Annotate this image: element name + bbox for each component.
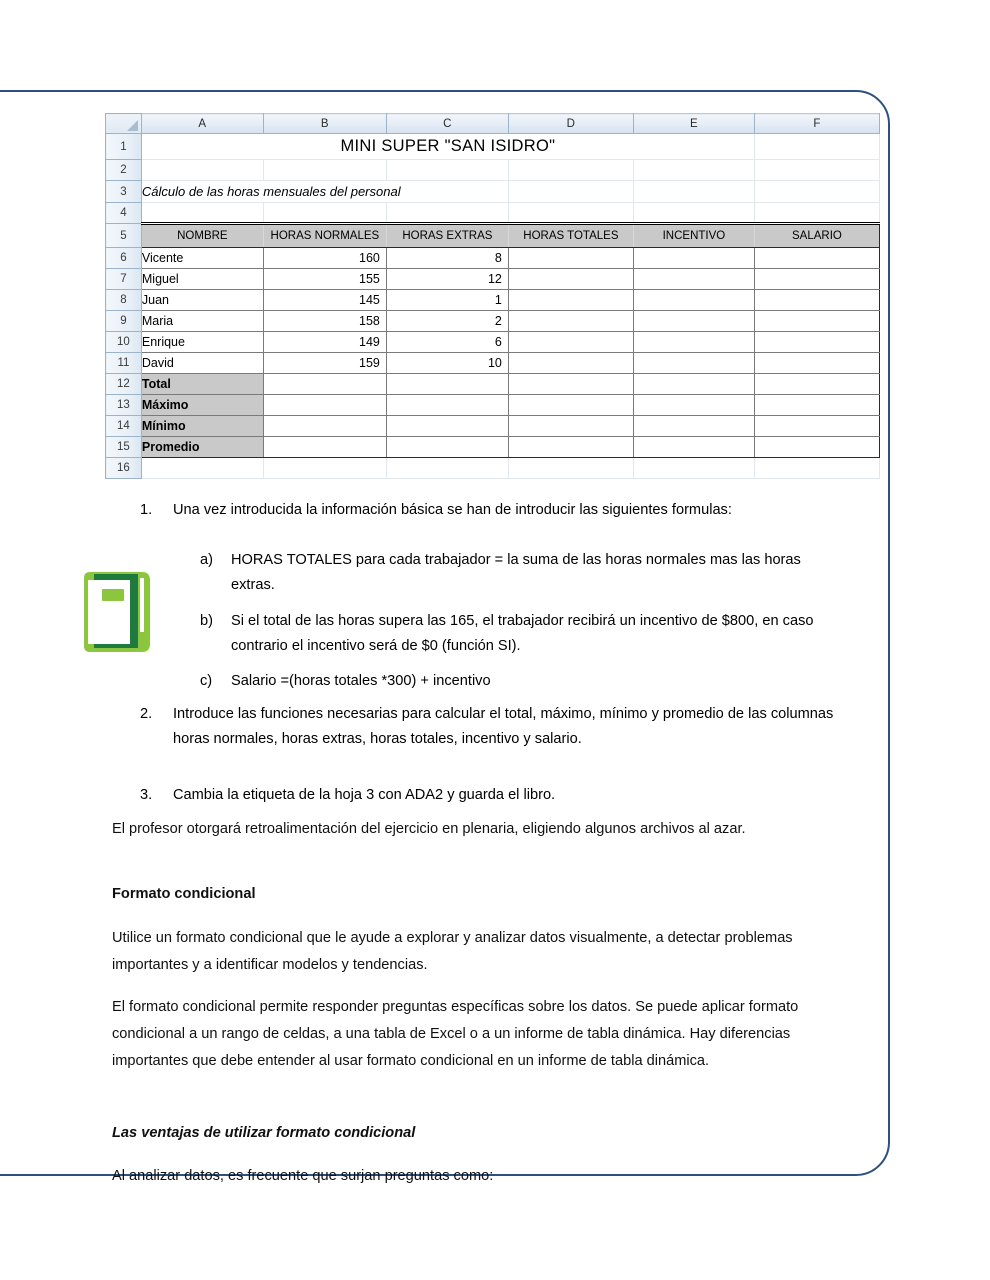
sheet-cell-b16[interactable] — [263, 458, 386, 479]
cell-horas-totales[interactable] — [508, 290, 633, 311]
sheet-cell-d3[interactable] — [508, 181, 633, 203]
cell-nombre[interactable]: Juan — [141, 290, 263, 311]
row-header-8[interactable]: 8 — [106, 290, 142, 311]
sheet-cell-d4[interactable] — [508, 203, 633, 224]
paragraph-feedback: El profesor otorgará retroalimentación del ejercicio en plenaria, eligiendo algunos archivos al azar. — [112, 821, 746, 837]
sheet-cell-e3[interactable] — [633, 181, 754, 203]
sheet-cell-f4[interactable] — [754, 203, 879, 224]
summary-total-horas-normales[interactable] — [263, 374, 386, 395]
summary-label-total[interactable]: Total — [141, 374, 263, 395]
cell-nombre[interactable]: David — [141, 353, 263, 374]
row-header-5[interactable]: 5 — [106, 224, 142, 248]
paragraph-al-analizar: Al analizar datos, es frecuente que surjan preguntas como: — [112, 1168, 494, 1184]
sheet-cell-a2[interactable] — [141, 160, 263, 181]
summary-promedio-horas-extras[interactable] — [386, 437, 508, 458]
row-header-4[interactable]: 4 — [106, 203, 142, 224]
cell-horas-normales[interactable]: 145 — [263, 290, 386, 311]
summary-maximo-incentivo[interactable] — [633, 395, 754, 416]
table-row — [106, 353, 880, 374]
summary-promedio-horas-totales[interactable] — [508, 437, 633, 458]
row-header-11[interactable]: 11 — [106, 353, 142, 374]
item-1c-text: Salario =(horas totales *300) + incentivo — [231, 673, 491, 689]
cell-incentivo[interactable] — [633, 248, 754, 269]
sheet-row-4 — [106, 203, 880, 224]
cell-incentivo[interactable] — [633, 311, 754, 332]
select-all-corner[interactable] — [106, 114, 142, 134]
table-header-horas-extras[interactable]: HORAS EXTRAS — [386, 224, 508, 248]
sheet-cell-b4[interactable] — [263, 203, 386, 224]
row-header-3[interactable]: 3 — [106, 181, 142, 203]
sheet-cell-a4[interactable] — [141, 203, 263, 224]
cell-horas-totales[interactable] — [508, 311, 633, 332]
item-1b-marker: b) — [200, 613, 213, 629]
summary-total-incentivo[interactable] — [633, 374, 754, 395]
item-2-marker: 2. — [140, 706, 153, 722]
sheet-cell-f16[interactable] — [754, 458, 879, 479]
table-row — [106, 248, 880, 269]
item-3-text: Cambia la etiqueta de la hoja 3 con ADA2 y guarda el libro. — [173, 787, 556, 803]
cell-horas-extras[interactable]: 10 — [386, 353, 508, 374]
row-header-13[interactable]: 13 — [106, 395, 142, 416]
summary-total-horas-extras[interactable] — [386, 374, 508, 395]
row-header-16[interactable]: 16 — [106, 458, 142, 479]
cell-nombre[interactable]: Vicente — [141, 248, 263, 269]
sheet-row-3 — [106, 181, 880, 203]
item-2-text: Introduce las funciones necesarias para calcular el total, máximo, mínimo y promedio de las columnas horas normales, horas extras, horas totales, incentivo y salario. — [173, 706, 834, 747]
summary-label-promedio[interactable]: Promedio — [141, 437, 263, 458]
cell-horas-normales[interactable]: 149 — [263, 332, 386, 353]
table-header-incentivo[interactable]: INCENTIVO — [633, 224, 754, 248]
summary-maximo-horas-extras[interactable] — [386, 395, 508, 416]
row-header-9[interactable]: 9 — [106, 311, 142, 332]
sheet-row-16 — [106, 458, 880, 479]
summary-promedio-salario[interactable] — [754, 437, 879, 458]
cell-incentivo[interactable] — [633, 290, 754, 311]
summary-maximo-horas-normales[interactable] — [263, 395, 386, 416]
column-header-row — [106, 114, 880, 134]
sheet-cell-f1[interactable] — [754, 134, 879, 160]
summary-row-promedio — [106, 437, 880, 458]
cell-horas-extras[interactable]: 12 — [386, 269, 508, 290]
instruction-item-2 — [140, 702, 840, 752]
column-header-e[interactable]: E — [633, 114, 754, 134]
row-header-14[interactable]: 14 — [106, 416, 142, 437]
row-header-15[interactable]: 15 — [106, 437, 142, 458]
table-header-horas-normales[interactable]: HORAS NORMALES — [263, 224, 386, 248]
sheet-cell-a16[interactable] — [141, 458, 263, 479]
cell-horas-normales[interactable]: 160 — [263, 248, 386, 269]
table-row — [106, 269, 880, 290]
summary-minimo-incentivo[interactable] — [633, 416, 754, 437]
sheet-title-cell[interactable]: MINI SUPER "SAN ISIDRO" — [141, 134, 754, 160]
summary-minimo-horas-normales[interactable] — [263, 416, 386, 437]
summary-promedio-horas-normales[interactable] — [263, 437, 386, 458]
cell-incentivo[interactable] — [633, 332, 754, 353]
instruction-item-1b — [200, 609, 845, 659]
cell-nombre[interactable]: Enrique — [141, 332, 263, 353]
heading-ventajas: Las ventajas de utilizar formato condicional — [112, 1125, 416, 1141]
cell-horas-totales[interactable] — [508, 353, 633, 374]
cell-horas-normales[interactable]: 159 — [263, 353, 386, 374]
cell-horas-totales[interactable] — [508, 269, 633, 290]
table-header-nombre[interactable]: NOMBRE — [141, 224, 263, 248]
table-header-salario[interactable]: SALARIO — [754, 224, 879, 248]
sheet-row-1 — [106, 134, 880, 160]
excel-screenshot — [105, 113, 880, 479]
cell-horas-normales[interactable]: 158 — [263, 311, 386, 332]
item-1-text: Una vez introducida la información básica se han de introducir las siguientes formulas: — [173, 502, 732, 518]
instruction-item-1a — [200, 548, 845, 598]
cell-salario[interactable] — [754, 290, 879, 311]
paragraph-permite-responder: El formato condicional permite responder preguntas específicas sobre los datos. Se puede aplicar formato condicional a un rango de celdas, a una tabla de Excel o a un informe de tabla dinámica. Hay diferencias importantes que debe entender al usar formato condicional en un informe de tabla dinámica. — [112, 999, 799, 1069]
item-1a-marker: a) — [200, 552, 213, 568]
summary-maximo-horas-totales[interactable] — [508, 395, 633, 416]
item-1c-marker: c) — [200, 673, 213, 689]
sheet-cell-f3[interactable] — [754, 181, 879, 203]
instruction-item-1 — [140, 498, 840, 523]
summary-minimo-salario[interactable] — [754, 416, 879, 437]
paragraph-utilice: Utilice un formato condicional que le ayude a explorar y analizar datos visualmente, a detectar problemas importantes y a identificar modelos y tendencias. — [112, 930, 793, 973]
sheet-cell-f2[interactable] — [754, 160, 879, 181]
heading-formato-condicional: Formato condicional — [112, 886, 256, 902]
excel-grid — [105, 113, 880, 479]
column-header-c[interactable]: C — [386, 114, 508, 134]
sheet-cell-e2[interactable] — [633, 160, 754, 181]
row-header-12[interactable]: 12 — [106, 374, 142, 395]
row-header-6[interactable]: 6 — [106, 248, 142, 269]
cell-salario[interactable] — [754, 332, 879, 353]
cell-nombre[interactable]: Maria — [141, 311, 263, 332]
cell-horas-totales[interactable] — [508, 332, 633, 353]
summary-row-minimo — [106, 416, 880, 437]
sheet-cell-d16[interactable] — [508, 458, 633, 479]
cell-salario[interactable] — [754, 248, 879, 269]
cell-salario[interactable] — [754, 311, 879, 332]
item-3-marker: 3. — [140, 787, 153, 803]
column-header-a[interactable]: A — [141, 114, 263, 134]
sheet-row-5-table-header — [106, 224, 880, 248]
summary-row-maximo — [106, 395, 880, 416]
item-1-marker: 1. — [140, 502, 153, 518]
summary-minimo-horas-extras[interactable] — [386, 416, 508, 437]
sheet-cell-e16[interactable] — [633, 458, 754, 479]
instruction-item-1c — [200, 669, 845, 694]
column-header-f[interactable]: F — [754, 114, 879, 134]
cell-incentivo[interactable] — [633, 353, 754, 374]
column-header-b[interactable]: B — [263, 114, 386, 134]
row-header-10[interactable]: 10 — [106, 332, 142, 353]
table-row — [106, 290, 880, 311]
cell-horas-extras[interactable]: 6 — [386, 332, 508, 353]
cell-horas-extras[interactable]: 2 — [386, 311, 508, 332]
sheet-cell-b2[interactable] — [263, 160, 386, 181]
cell-nombre[interactable]: Miguel — [141, 269, 263, 290]
select-all-triangle-icon — [127, 120, 138, 131]
notebook-icon — [78, 564, 162, 660]
sheet-row-2 — [106, 160, 880, 181]
row-header-7[interactable]: 7 — [106, 269, 142, 290]
summary-row-total — [106, 374, 880, 395]
cell-horas-extras[interactable]: 1 — [386, 290, 508, 311]
summary-total-salario[interactable] — [754, 374, 879, 395]
item-1a-text: HORAS TOTALES para cada trabajador = la suma de las horas normales mas las horas extras. — [231, 552, 801, 593]
summary-total-horas-totales[interactable] — [508, 374, 633, 395]
column-header-d[interactable]: D — [508, 114, 633, 134]
summary-minimo-horas-totales[interactable] — [508, 416, 633, 437]
sheet-cell-c16[interactable] — [386, 458, 508, 479]
cell-salario[interactable] — [754, 269, 879, 290]
row-header-2[interactable]: 2 — [106, 160, 142, 181]
row-header-1[interactable]: 1 — [106, 134, 142, 160]
summary-label-maximo[interactable]: Máximo — [141, 395, 263, 416]
sheet-cell-c4[interactable] — [386, 203, 508, 224]
table-row — [106, 311, 880, 332]
sheet-subtitle-cell[interactable]: Cálculo de las horas mensuales del personal — [141, 181, 508, 203]
sheet-cell-d2[interactable] — [508, 160, 633, 181]
instruction-item-3 — [140, 783, 840, 808]
cell-incentivo[interactable] — [633, 269, 754, 290]
table-row — [106, 332, 880, 353]
sheet-cell-e4[interactable] — [633, 203, 754, 224]
summary-label-minimo[interactable]: Mínimo — [141, 416, 263, 437]
cell-horas-normales[interactable]: 155 — [263, 269, 386, 290]
sheet-cell-c2[interactable] — [386, 160, 508, 181]
item-1b-text: Si el total de las horas supera las 165, el trabajador recibirá un incentivo de $800, en caso contrario el incentivo será de $0 (función SI). — [231, 613, 814, 654]
cell-horas-totales[interactable] — [508, 248, 633, 269]
summary-maximo-salario[interactable] — [754, 395, 879, 416]
table-header-horas-totales[interactable]: HORAS TOTALES — [508, 224, 633, 248]
summary-promedio-incentivo[interactable] — [633, 437, 754, 458]
cell-horas-extras[interactable]: 8 — [386, 248, 508, 269]
cell-salario[interactable] — [754, 353, 879, 374]
